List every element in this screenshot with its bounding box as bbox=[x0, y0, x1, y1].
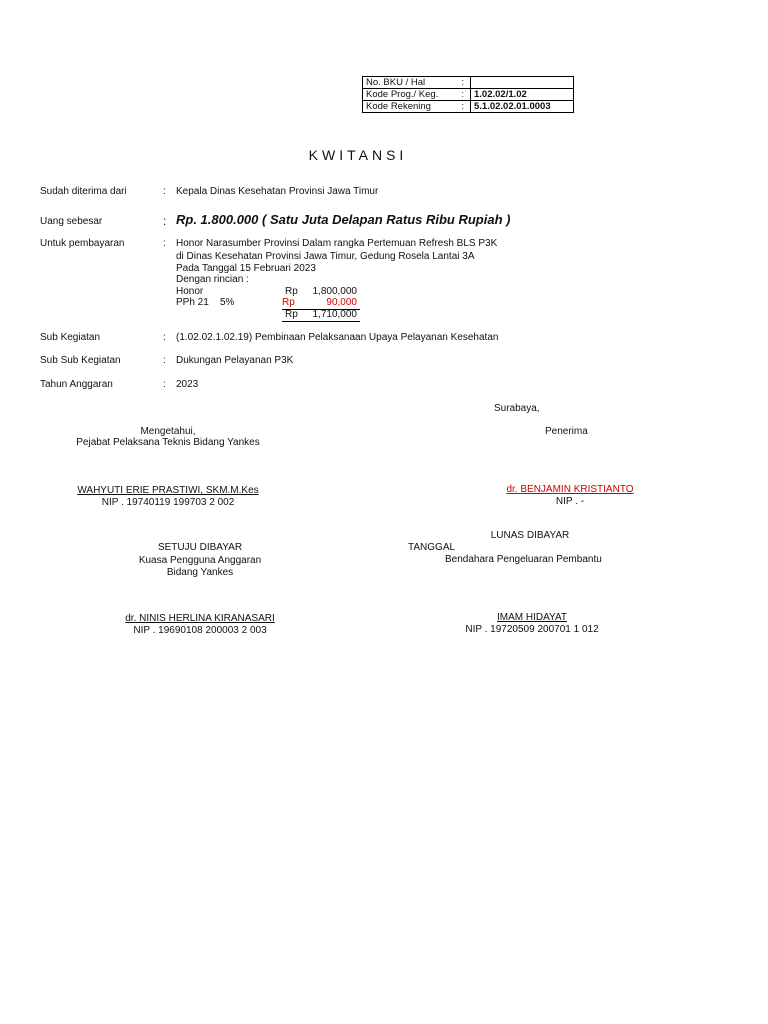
amount-value: Rp. 1.800.000 ( Satu Juta Delapan Ratus Ribu Rupiah ) bbox=[176, 212, 511, 227]
payment-for-colon: : bbox=[163, 238, 166, 249]
mengetahui-role: Pejabat Pelaksana Teknis Bidang Yankes bbox=[76, 437, 260, 448]
reference-colon: : bbox=[455, 77, 471, 89]
honor-label: Honor bbox=[176, 286, 204, 297]
lunas-text: LUNAS DIBAYAR bbox=[490, 530, 570, 541]
pph-currency: Rp bbox=[282, 297, 295, 308]
payment-for-line: Dengan rincian : bbox=[176, 274, 249, 285]
bendahara-role: Bendahara Pengeluaran Pembantu bbox=[445, 554, 602, 565]
penerima-text: Penerima bbox=[545, 426, 588, 437]
sub-sub-kegiatan-value: Dukungan Pelayanan P3K bbox=[176, 355, 294, 366]
tahun-anggaran-label: Tahun Anggaran bbox=[40, 379, 113, 390]
mengetahui-text: Mengetahui, bbox=[140, 426, 196, 437]
reference-box bbox=[362, 76, 574, 113]
sub-sub-kegiatan-label: Sub Sub Kegiatan bbox=[40, 355, 121, 366]
reference-label: Kode Rekening bbox=[363, 101, 456, 113]
bendahara-nip: NIP . 19720509 200701 1 012 bbox=[465, 624, 599, 635]
reference-colon: : bbox=[455, 101, 471, 113]
amount-label: Uang sebesar bbox=[40, 216, 103, 227]
received-from-colon: : bbox=[163, 186, 166, 197]
sub-kegiatan-label: Sub Kegiatan bbox=[40, 332, 101, 343]
setuju-nip: NIP . 19690108 200003 2 003 bbox=[133, 625, 267, 636]
tanggal-text: TANGGAL bbox=[408, 542, 456, 553]
setuju-role: Kuasa Pengguna Anggaran bbox=[138, 555, 262, 566]
reference-row-bku bbox=[363, 77, 574, 89]
reference-row-program bbox=[363, 89, 574, 101]
total-rule bbox=[282, 321, 360, 322]
payment-for-line: Pada Tanggal 15 Februari 2023 bbox=[176, 263, 316, 274]
setuju-role-unit: Bidang Yankes bbox=[166, 567, 234, 578]
reference-value bbox=[471, 77, 574, 89]
pph-rate: 5% bbox=[220, 297, 235, 308]
honor-amount: 1,800,000 bbox=[312, 286, 357, 297]
place-text: Surabaya, bbox=[494, 403, 540, 414]
honor-currency: Rp bbox=[285, 286, 298, 297]
sub-kegiatan-value: (1.02.02.1.02.19) Pembinaan Pelaksanaan Upaya Pelayanan Kesehatan bbox=[176, 332, 499, 343]
net-amount: 1,710,000 bbox=[312, 309, 357, 320]
penerima-name: dr. BENJAMIN KRISTIANTO bbox=[506, 484, 634, 495]
pph-label: PPh 21 bbox=[176, 297, 209, 308]
net-currency: Rp bbox=[285, 309, 298, 320]
tahun-anggaran-value: 2023 bbox=[176, 379, 199, 390]
tahun-anggaran-colon: : bbox=[163, 379, 166, 390]
penerima-nip: NIP . - bbox=[555, 496, 585, 507]
bendahara-name: IMAM HIDAYAT bbox=[497, 612, 567, 623]
sub-sub-kegiatan-colon: : bbox=[163, 355, 166, 366]
pph-amount: 90,000 bbox=[326, 297, 357, 308]
sub-kegiatan-colon: : bbox=[163, 332, 166, 343]
payment-for-line: di Dinas Kesehatan Provinsi Jawa Timur, Gedung Rosela Lantai 3A bbox=[176, 251, 475, 262]
reference-row-account bbox=[363, 101, 574, 113]
amount-colon: : bbox=[163, 214, 167, 228]
reference-colon: : bbox=[455, 89, 471, 101]
setuju-name: dr. NINIS HERLINA KIRANASARI bbox=[125, 613, 275, 624]
payment-for-label: Untuk pembayaran bbox=[40, 238, 125, 249]
received-from-label: Sudah diterima dari bbox=[40, 186, 127, 197]
mengetahui-name: WAHYUTI ERIE PRASTIWI, SKM.M.Kes bbox=[77, 485, 259, 496]
received-from-value: Kepala Dinas Kesehatan Provinsi Jawa Timur bbox=[176, 186, 379, 197]
mengetahui-nip: NIP . 19740119 199703 2 002 bbox=[101, 497, 235, 508]
document-title: KWITANSI bbox=[308, 147, 408, 163]
reference-label: Kode Prog./ Keg. bbox=[363, 89, 456, 101]
setuju-text: SETUJU DIBAYAR bbox=[157, 542, 243, 553]
reference-label: No. BKU / Hal bbox=[363, 77, 456, 89]
payment-for-line: Honor Narasumber Provinsi Dalam rangka Pertemuan Refresh BLS P3K bbox=[176, 238, 498, 249]
reference-value: 1.02.02/1.02 bbox=[471, 89, 574, 101]
reference-value: 5.1.02.02.01.0003 bbox=[471, 101, 574, 113]
